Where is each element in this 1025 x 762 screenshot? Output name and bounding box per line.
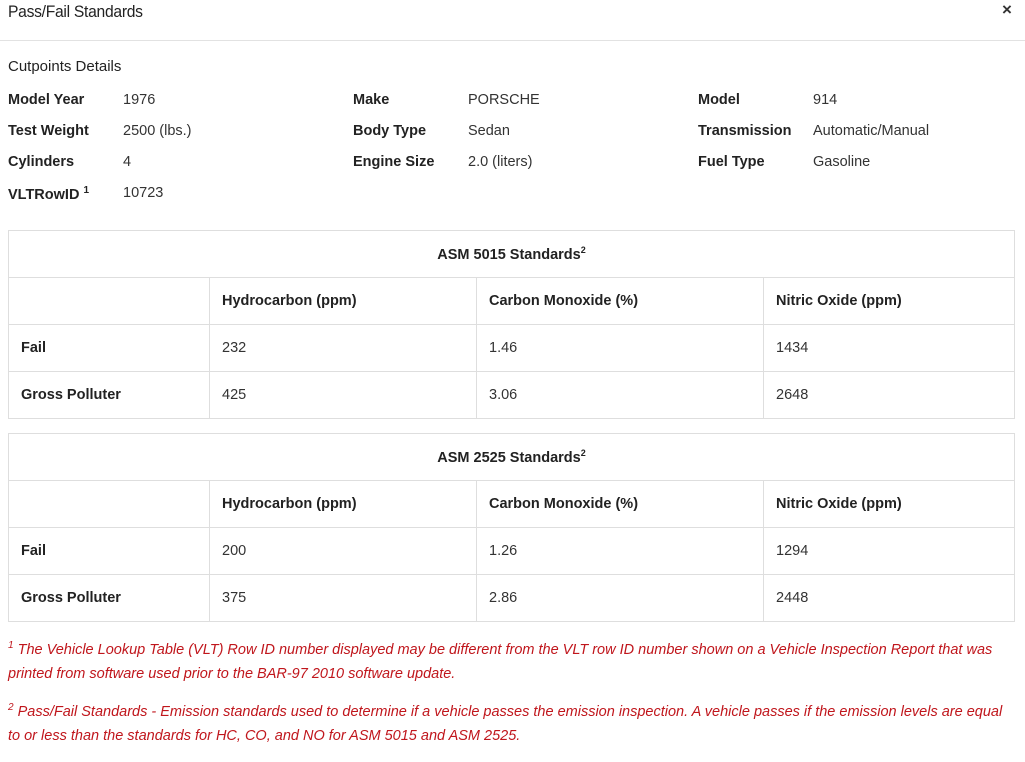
footnote-text: Pass/Fail Standards - Emission standards used to determine if a vehicle passes the emission inspection. A vehicle passes if the emission levels are equal to or less than the standards for HC, CO, and NO for ASM 5015 and ASM 2525. (8, 703, 1003, 745)
column-header-blank (9, 278, 210, 325)
carbon-monoxide-value: 1.26 (477, 528, 764, 575)
table-row (9, 528, 1015, 575)
column-header-carbon-monoxide: Carbon Monoxide (%) (477, 481, 764, 528)
row-label: Gross Polluter (9, 575, 210, 622)
table-caption (9, 434, 1015, 481)
footnotes (8, 634, 1018, 758)
hydrocarbon-value: 425 (210, 372, 477, 419)
footnote-ref-2: 2 (580, 448, 586, 459)
model-label: Model (698, 92, 740, 108)
table-row (9, 372, 1015, 419)
column-header-nitric-oxide: Nitric Oxide (ppm) (764, 278, 1015, 325)
footnote-ref-2: 2 (580, 245, 586, 256)
model-value: 914 (813, 92, 838, 108)
section-title: Cutpoints Details (8, 58, 122, 75)
row-label: Fail (9, 528, 210, 575)
table-title: ASM 5015 Standards (437, 246, 581, 263)
engine-size-label: Engine Size (353, 154, 435, 170)
body-type-value: Sedan (468, 123, 510, 139)
table-row (9, 575, 1015, 622)
body-type-label: Body Type (353, 123, 427, 139)
footnote-1 (8, 634, 1018, 687)
details-row (8, 123, 1018, 154)
carbon-monoxide-value: 1.46 (477, 325, 764, 372)
footnote-marker: 1 (8, 640, 14, 651)
make-label: Make (353, 92, 390, 108)
test-weight-value: 2500 (lbs.) (123, 123, 192, 139)
cylinders-value: 4 (123, 154, 132, 170)
vltrowid-label (8, 185, 89, 203)
fuel-type-label: Fuel Type (698, 154, 765, 170)
footnote-text: The Vehicle Lookup Table (VLT) Row ID number displayed may be different from the VLT row ID number shown on a Vehicle Inspection Report that was printed from software used prior to the BAR-97 2010 software update. (8, 641, 993, 683)
details-row (8, 185, 1018, 216)
details-row (8, 92, 1018, 123)
nitric-oxide-value: 2448 (764, 575, 1015, 622)
details-row (8, 154, 1018, 185)
carbon-monoxide-value: 2.86 (477, 575, 764, 622)
cutpoints-details (8, 92, 1018, 216)
modal-header (0, 0, 1025, 41)
cylinders-label: Cylinders (8, 154, 75, 170)
fuel-type-value: Gasoline (813, 154, 871, 170)
column-header-nitric-oxide: Nitric Oxide (ppm) (764, 481, 1015, 528)
footnote-2 (8, 696, 1018, 749)
modal-title: Pass/Fail Standards (8, 2, 143, 21)
engine-size-value: 2.0 (liters) (468, 154, 533, 170)
nitric-oxide-value: 1434 (764, 325, 1015, 372)
row-label: Fail (9, 325, 210, 372)
row-label: Gross Polluter (9, 372, 210, 419)
column-header-hydrocarbon: Hydrocarbon (ppm) (210, 481, 477, 528)
vltrowid-label-text: VLTRowID (8, 186, 80, 203)
model-year-value: 1976 (123, 92, 156, 108)
column-header-hydrocarbon: Hydrocarbon (ppm) (210, 278, 477, 325)
asm-2525-table (8, 433, 1015, 622)
asm-5015-table (8, 230, 1015, 419)
transmission-label: Transmission (698, 123, 792, 139)
table-caption (9, 231, 1015, 278)
vltrowid-value: 10723 (123, 185, 164, 201)
test-weight-label: Test Weight (8, 123, 89, 139)
nitric-oxide-value: 1294 (764, 528, 1015, 575)
column-header-carbon-monoxide: Carbon Monoxide (%) (477, 278, 764, 325)
close-icon[interactable]: × (1002, 0, 1012, 19)
hydrocarbon-value: 232 (210, 325, 477, 372)
hydrocarbon-value: 375 (210, 575, 477, 622)
transmission-value: Automatic/Manual (813, 123, 930, 139)
nitric-oxide-value: 2648 (764, 372, 1015, 419)
footnote-marker: 2 (8, 701, 14, 713)
make-value: PORSCHE (468, 92, 540, 108)
hydrocarbon-value: 200 (210, 528, 477, 575)
carbon-monoxide-value: 3.06 (477, 372, 764, 419)
column-header-blank (9, 481, 210, 528)
table-row (9, 325, 1015, 372)
table-title: ASM 2525 Standards (437, 449, 581, 466)
model-year-label: Model Year (8, 92, 85, 108)
footnote-ref-1: 1 (83, 185, 90, 196)
